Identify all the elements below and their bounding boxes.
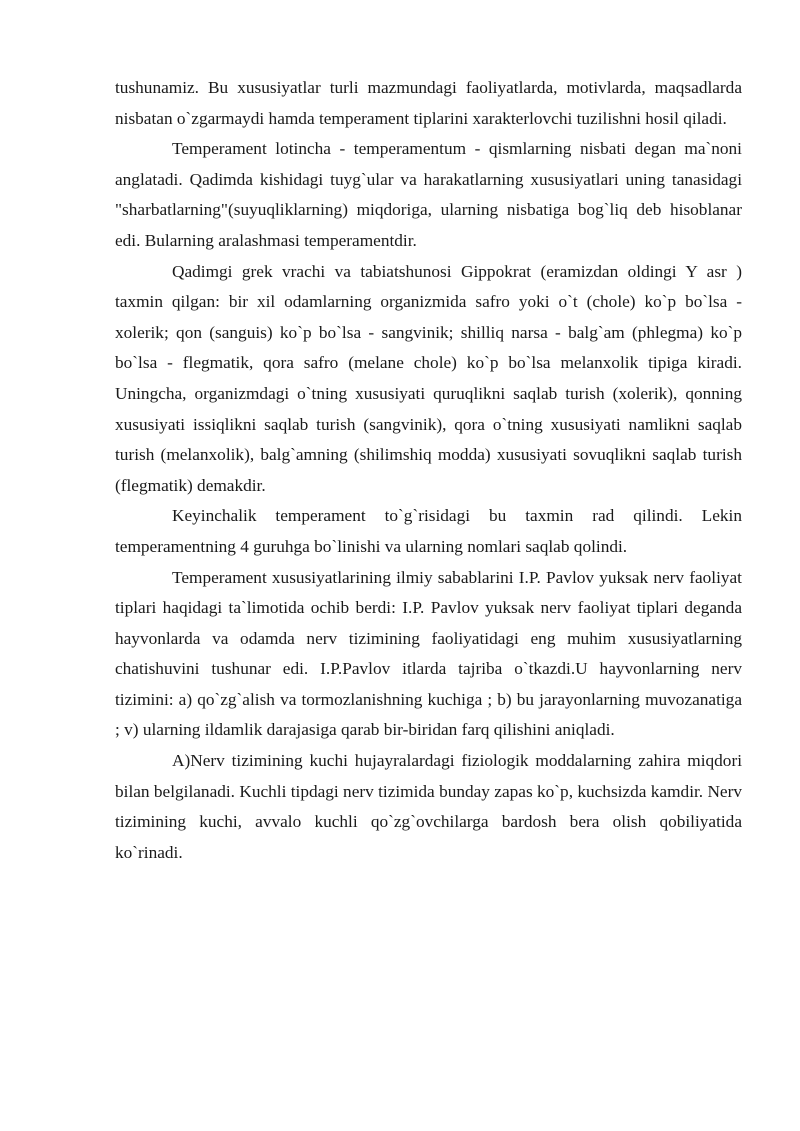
paragraph-continuation: tushunamiz. Bu xususiyatlar turli mazmundagi faoliyatlarda, motivlarda, maqsadlarda nisbatan o`zgarmaydi hamda temperament tiplarini xarakterlovchi tuzilishni hosil qiladi. bbox=[115, 78, 742, 128]
paragraph-hippocrates: Qadimgi grek vrachi va tabiatshunosi Gippokrat (eramizdan oldingi Y asr ) taxmin qilgan: bir xil odamlarning organizmida safro yoki o`t (chole) ko`p bo`lsa - xolerik; qon (sanguis) ko`p bo`lsa - sangvinik; shilliq narsa - balg`am (phlegma) ko`p bo`lsa - flegmatik, qora safro (melane chole) ko`p bo`lsa melanxolik tipiga kiradi. Uningcha, organizmdagi o`tning xususiyati quruqlikni saqlab turish (xolerik), qonning xususiyati issiqlikni saqlab turish (sangvinik), qora o`tning xususiyati namlikni saqlab turish (melanxolik), balg`amning (shilimshiq modda) xususiyati sovuqlikni saqlab turish (flegmatik) demakdir. bbox=[115, 261, 742, 495]
paragraph-temperament-definition: Temperament lotincha - temperamentum - qismlarning nisbati degan ma`noni anglatadi. Qadimda kishidagi tuyg`ular va harakatlarning xususiyatlari uning tanasidagi "sharbatlarning"(suyuqliklarning) miqdoriga, ularning nisbatiga bog`liq deb hisoblanar edi. Bularning aralashmasi temperamentdir. bbox=[115, 139, 742, 250]
paragraph-nervous-system-strength: A)Nerv tizimining kuchi hujayralardagi fiziologik moddalarning zahira miqdori bilan belgilanadi. Kuchli tipdagi nerv tizimida bunday zapas ko`p, kuchsizda kamdir. Nerv tizimining kuchi, avvalo kuchli qo`zg`ovchilarga bardosh bera olish qobiliyatida ko`rinadi. bbox=[115, 751, 742, 862]
paragraph-later-rejection: Keyinchalik temperament to`g`risidagi bu taxmin rad qilindi. Lekin temperamentning 4 guruhga bo`linishi va ularning nomlari saqlab qolindi. bbox=[115, 506, 742, 556]
paragraph-pavlov: Temperament xususiyatlarining ilmiy sabablarini I.P. Pavlov yuksak nerv faoliyat tiplari haqidagi ta`limotida ochib berdi: I.P. Pavlov yuksak nerv faoliyat tiplari deganda hayvonlarda va odamda nerv tizimining faoliyatidagi eng muhim xususiyatlarning chatishuvini tushunar edi. I.P.Pavlov itlarda tajriba o`tkazdi.U hayvonlarning nerv tizimini: a) qo`zg`alish va tormozlanishning kuchiga ; b) bu jarayonlarning muvozanatiga ; v) ularning ildamlik darajasiga qarab bir-biridan farq qilishini aniqladi. bbox=[115, 567, 742, 740]
document-page bbox=[115, 73, 742, 868]
